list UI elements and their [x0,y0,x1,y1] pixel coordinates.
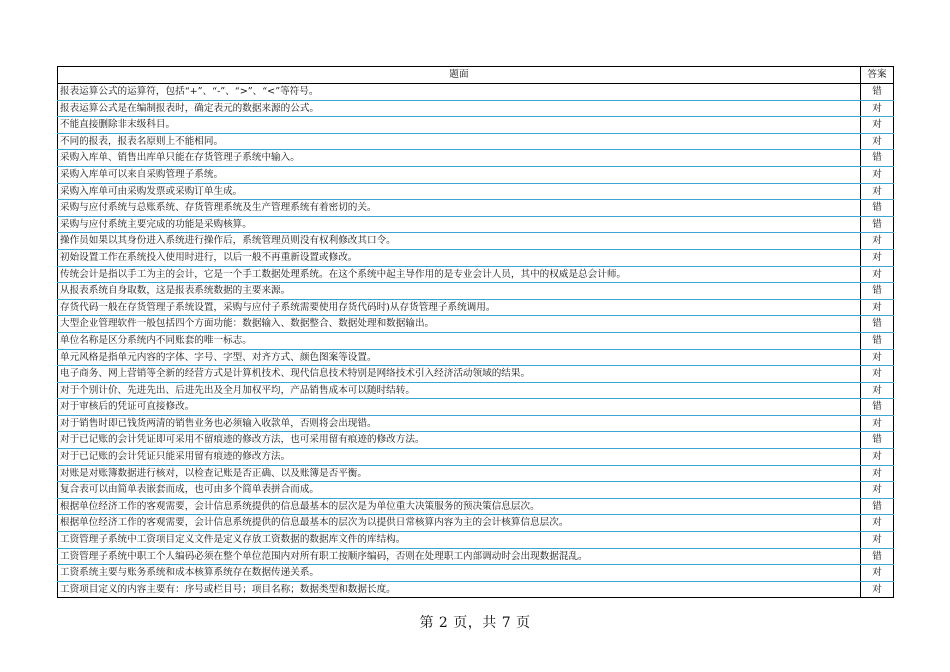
answer-cell: 对 [861,299,894,316]
table-row [58,532,894,549]
answer-cell: 对 [861,183,894,200]
table-row [58,133,894,150]
question-cell: 初始设置工作在系统投入使用时进行，以后一般不再重新设置或修改。 [58,249,861,266]
answer-cell: 错 [861,200,894,217]
question-cell: 工资管理子系统中职工个人编码必须在整个单位范围内对所有职工按顺序编码，否则在处理职工内部调动时会出现数据混乱。 [58,548,861,565]
question-cell: 采购入库单可以来自采购管理子系统。 [58,166,861,183]
question-table [57,66,894,598]
table-row [58,200,894,217]
answer-cell: 错 [861,399,894,416]
question-cell: 不能直接删除非末级科目。 [58,117,861,134]
answer-cell: 对 [861,515,894,532]
answer-cell: 对 [861,166,894,183]
table-row [58,100,894,117]
header-question: 题面 [58,67,861,84]
answer-cell: 对 [861,366,894,383]
table-row [58,166,894,183]
question-cell: 大型企业管理软件一般包括四个方面功能：数据输入、数据整合、数据处理和数据输出。 [58,316,861,333]
table-row [58,233,894,250]
question-cell: 单元风格是指单元内容的字体、字号、字型、对齐方式、颜色图案等设置。 [58,349,861,366]
question-cell: 操作员如果以其身份进入系统进行操作后，系统管理员则没有权利修改其口令。 [58,233,861,250]
question-cell: 采购与应付系统与总账系统、存货管理系统及生产管理系统有着密切的关。 [58,200,861,217]
answer-cell: 对 [861,100,894,117]
answer-cell: 对 [861,249,894,266]
question-cell: 对于审核后的凭证可直接修改。 [58,399,861,416]
answer-cell: 错 [861,316,894,333]
question-cell: 工资项目定义的内容主要有：序号或栏目号；项目名称；数据类型和数据长度。 [58,581,861,598]
answer-cell: 对 [861,482,894,499]
table-body [58,84,894,598]
table-row [58,465,894,482]
question-cell: 对于已记账的会计凭证即可采用不留痕迹的修改方法，也可采用留有痕迹的修改方法。 [58,432,861,449]
answer-cell: 对 [861,415,894,432]
table-row [58,565,894,582]
question-cell: 对于已记账的会计凭证只能采用留有痕迹的修改方法。 [58,449,861,466]
answer-cell: 错 [861,548,894,565]
question-cell: 复合表可以由简单表嵌套而成，也可由多个简单表拼合而成。 [58,482,861,499]
question-cell: 采购入库单可由采购发票或采购订单生成。 [58,183,861,200]
table-row [58,299,894,316]
answer-cell: 错 [861,432,894,449]
answer-cell: 错 [861,498,894,515]
table-row [58,366,894,383]
table-row [58,283,894,300]
question-cell: 对账是对账簿数据进行核对，以检查记账是否正确、以及账簿是否平衡。 [58,465,861,482]
table-row [58,382,894,399]
page-footer: 第 2 页，共 7 页 [419,615,531,631]
answer-cell: 对 [861,117,894,134]
header-answer: 答案 [861,67,894,84]
answer-cell: 错 [861,283,894,300]
table-row [58,548,894,565]
question-cell: 工资管理子系统中工资项目定义文件是定义存放工资数据的数据库文件的库结构。 [58,532,861,549]
table-row [58,498,894,515]
table-row [58,332,894,349]
table-row [58,449,894,466]
table-row [58,183,894,200]
question-cell: 报表运算公式是在编制报表时，确定表元的数据来源的公式。 [58,100,861,117]
question-cell: 报表运算公式的运算符，包括“+”、“-”、“>”、“<”等符号。 [58,84,861,101]
answer-cell: 错 [861,216,894,233]
table-row [58,415,894,432]
question-sheet [57,66,893,598]
table-row [58,117,894,134]
table-row [58,515,894,532]
question-cell: 传统会计是指以手工为主的会计，它是一个手工数据处理系统。在这个系统中起主导作用的是专业会计人员，其中的权威是总会计师。 [58,266,861,283]
table-row [58,399,894,416]
question-cell: 工资系统主要与账务系统和成本核算系统存在数据传递关系。 [58,565,861,582]
question-cell: 单位名称是区分系统内不同账套的唯一标志。 [58,332,861,349]
answer-cell: 对 [861,449,894,466]
table-row [58,249,894,266]
question-cell: 对于销售时即已钱货两清的销售业务也必须输入收款单，否则将会出现错。 [58,415,861,432]
table-row [58,482,894,499]
question-cell: 从报表系统自身取数，这是报表系统数据的主要来源。 [58,283,861,300]
answer-cell: 对 [861,233,894,250]
answer-cell: 对 [861,266,894,283]
question-cell: 采购与应付系统主要完成的功能是采购核算。 [58,216,861,233]
answer-cell: 错 [861,332,894,349]
table-row [58,316,894,333]
table-row [58,432,894,449]
answer-cell: 错 [861,150,894,167]
question-cell: 不同的报表，报表名原则上不能相同。 [58,133,861,150]
answer-cell: 错 [861,84,894,101]
table-row [58,150,894,167]
answer-cell: 对 [861,581,894,598]
question-cell: 存货代码一般在存货管理子系统设置，采购与应付子系统需要使用存货代码时)从存货管理子系统调用。 [58,299,861,316]
answer-cell: 对 [861,465,894,482]
answer-cell: 对 [861,532,894,549]
table-row [58,84,894,101]
answer-cell: 对 [861,565,894,582]
answer-cell: 对 [861,133,894,150]
table-row [58,581,894,598]
table-row [58,216,894,233]
table-row [58,266,894,283]
table-header-row [58,67,894,84]
table-row [58,349,894,366]
answer-cell: 对 [861,382,894,399]
question-cell: 根据单位经济工作的客观需要，会计信息系统提供的信息最基本的层次是为单位重大决策服务的预决策信息层次。 [58,498,861,515]
question-cell: 采购入库单、销售出库单只能在存货管理子系统中输入。 [58,150,861,167]
question-cell: 电子商务、网上营销等全新的经营方式是计算机技术、现代信息技术特别是网络技术引入经济活动领域的结果。 [58,366,861,383]
answer-cell: 对 [861,349,894,366]
question-cell: 对于个别计价、先进先出、后进先出及全月加权平均，产品销售成本可以随时结转。 [58,382,861,399]
question-cell: 根据单位经济工作的客观需要，会计信息系统提供的信息最基本的层次为以提供日常核算内容为主的会计核算信息层次。 [58,515,861,532]
